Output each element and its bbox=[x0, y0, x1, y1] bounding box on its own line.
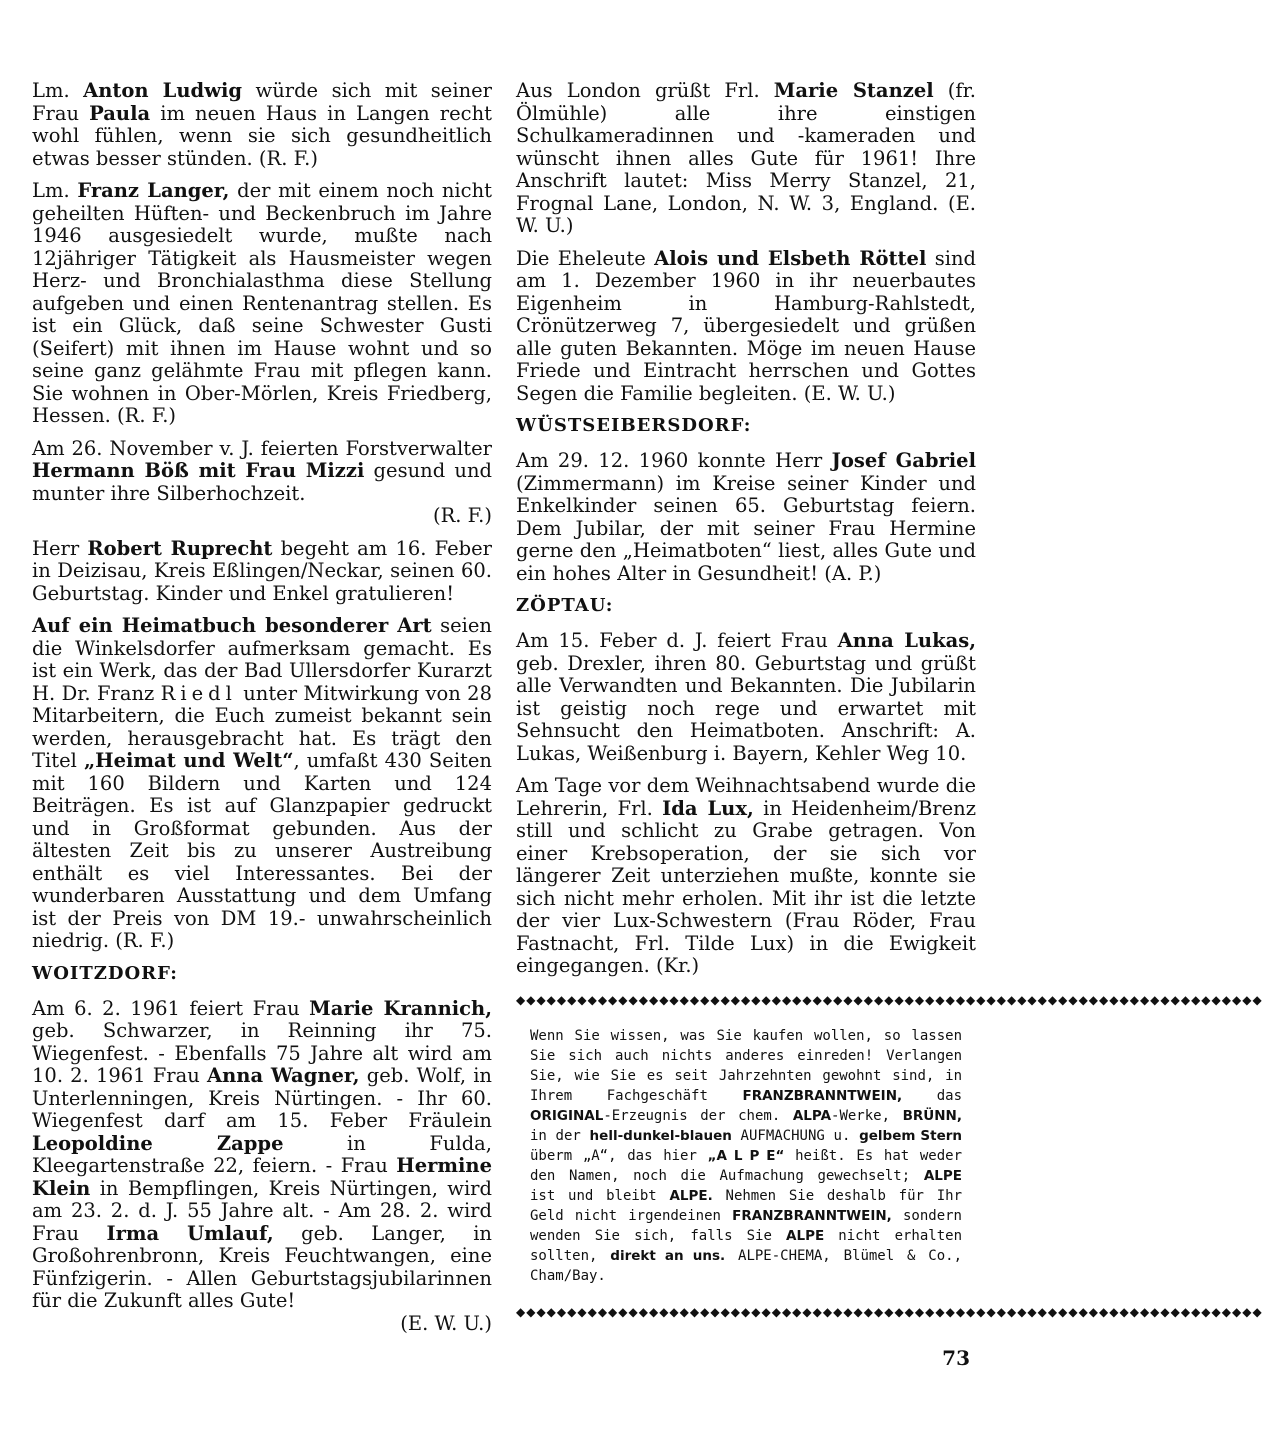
person-name: Hermann Böß mit Frau Mizzi bbox=[32, 459, 365, 482]
left-column bbox=[32, 80, 492, 1345]
heading-zoeptau: ZÖPTAU: bbox=[516, 595, 614, 616]
person-name: Anna Wagner, bbox=[206, 1064, 360, 1087]
person-name: Anton Ludwig bbox=[83, 79, 243, 102]
person-name: Marie Stanzel bbox=[773, 79, 934, 102]
person-name: Robert Ruprecht bbox=[87, 536, 273, 560]
person-name: Franz Langer, bbox=[77, 179, 230, 202]
heading-wuestseibersdorf: WÜSTSEIBERSDORF: bbox=[516, 415, 752, 436]
article-ludwig: Lm. Anton Ludwig würde sich mit seiner Frau Paula im neuen Haus in Langen recht wohl fühlen, wenn sie sich gesundheitlich etwas besser stünden. (R. F.) bbox=[32, 79, 492, 170]
article-lukas: Am 15. Feber d. J. feiert Frau Anna Lukas, geb. Drexler, ihren 80. Geburtstag und grüßt alle Verwandten und Bekannten. Die Jubilarin ist geistig noch rege und erwartet mit Sehnsucht den Heimatboten. Anschrift: A. Lukas, Weißenburg i. Bayern, Kehler Weg 10. bbox=[516, 629, 976, 765]
article-langer: Lm. Franz Langer, der mit einem noch nicht geheilten Hüften- und Beckenbruch im Jahre 1946 ausgesiedelt wurde, mußte nach 12jähriger Tätigkeit als Hausmeister wegen Herz- und Bronchialasthma diese Stellung aufgeben und einen Rentenantrag stellen. Es ist ein Glück, daß seine Schwester Gusti (Seifert) mit ihnen im Hause wohnt und so seine ganz gelähmte Frau mit pflegen kann. Sie wohnen in Ober-Mörlen, Kreis Friedberg, Hessen. (R. F.) bbox=[32, 179, 492, 427]
heading-woitzdorf: WOITZDORF: bbox=[32, 962, 178, 984]
person-name: Leopoldine Zappe bbox=[32, 1131, 284, 1155]
person-name: Ida Lux, bbox=[662, 796, 754, 820]
article-stanzel: Aus London grüßt Frl. Marie Stanzel (fr. Ölmühle) alle ihre einstigen Schulkameradinnen und -kameraden und wünscht ihnen alles Gute für 1961! Ihre Anschrift lautet: Miss Merry Stanzel, 21, Frognal Lane, London, N. W. 3, England. (E. W. U.) bbox=[516, 79, 976, 237]
spaced-name: Riedl bbox=[160, 681, 237, 705]
diamond-border-top: ◆◆◆◆◆◆◆◆◆◆◆◆◆◆◆◆◆◆◆◆◆◆◆◆◆◆◆◆◆◆◆◆◆◆◆◆◆◆◆◆◆◆◆◆◆◆◆◆◆◆◆◆◆◆◆◆◆◆◆◆◆◆◆◆◆◆◆◆◆◆◆◆◆ bbox=[516, 992, 1263, 1007]
person-name: Hermine Klein bbox=[32, 1154, 492, 1200]
article-boess: Am 26. November v. J. feierten Forstverwalter Hermann Böß mit Frau Mizzi gesund und munter ihre Silberhochzeit. (R. F.) bbox=[32, 436, 492, 527]
article-woitzdorf: Am 6. 2. 1961 feiert Frau Marie Krannich, geb. Schwarzer, in Reinning ihr 75. Wiegenfest. - Ebenfalls 75 Jahre alt wird am 10. 2. 1961 Frau Anna Wagner, geb. Wolf, in Unterlenningen, Kreis Nürtingen. - Ihr 60. Wiegenfest darf am 15. Feber Fräulein Leopoldine Zappe in Fulda, Kleegartenstraße 22, feiern. - Frau Hermine Klein in Bempflingen, Kreis Nürtingen, wird am 23. 2. d. J. 55 Jahre alt. - Am 28. 2. wird Frau Irma Umlauf, geb. Langer, in Großohrenbronn, Kreis Feuchtwangen, eine Fünfzigerin. - Allen Geburtstagsjubilarinnen für die Zukunft alles Gute! (E. W. U.) bbox=[32, 996, 492, 1335]
person-name: Irma Umlauf, bbox=[106, 1221, 274, 1245]
article-ruprecht: Herr Robert Ruprecht begeht am 16. Feber in Deizisau, Kreis Eßlingen/Neckar, seinen 60. Geburtstag. Kinder und Enkel gratulieren! bbox=[32, 536, 492, 605]
bold-lead: Auf ein Heimatbuch besonderer Art bbox=[32, 614, 432, 637]
article-heimatbuch: Auf ein Heimatbuch besonderer Art seien die Winkelsdorfer aufmerksam gemacht. Es ist ein Werk, das der Bad Ullersdorfer Kurarzt H. Dr. Franz Riedl unter Mitwirkung von 28 Mitarbeitern, die Euch zumeist bekannt sein werden, herausgebracht hat. Es trägt den Titel „Heimat und Welt“, umfaßt 430 Seiten mit 160 Bildern und Karten und 124 Beiträgen. Es ist auf Glanzpapier gedruckt und in Großformat gebunden. Aus der ältesten Zeit bis zu unserer Austreibung enthält es viel Interessantes. Bei der wunderbaren Ausstattung und dem Umfang ist der Preis von DM 19.- unwahrscheinlich niedrig. (R. F.) bbox=[32, 614, 492, 952]
person-name: Paula bbox=[89, 101, 151, 125]
article-roettel: Die Eheleute Alois und Elsbeth Röttel sind am 1. Dezember 1960 in ihr neuerbautes Eigenheim in Hamburg-Rahlstedt, Crönützerweg 7, übergesiedelt und grüßen alle guten Bekannten. Möge im neuen Hause Friede und Eintracht herrschen und Gottes Segen die Familie begleiten. (E. W. U.) bbox=[516, 246, 976, 405]
advertisement bbox=[516, 992, 1263, 1320]
book-title: „Heimat und Welt“ bbox=[83, 749, 294, 772]
person-name: Anna Lukas, bbox=[837, 629, 976, 652]
person-name: Josef Gabriel bbox=[831, 449, 976, 472]
page-number: 73 bbox=[942, 1346, 970, 1370]
right-column bbox=[516, 79, 1263, 1320]
signature: (E. W. U.) bbox=[400, 1311, 492, 1335]
person-name: Alois und Elsbeth Röttel bbox=[654, 246, 927, 270]
advertisement-text: Wenn Sie wissen, was Sie kaufen wollen, so lassen Sie sich auch nichts anderes einreden! Verlangen Sie, wie Sie es seit Jahrzehnten gewohnt sind, in Ihrem Fachgeschäft FRANZBRANNTWEIN, das ORIGINAL-Erzeugnis der chem. ALPA-Werke, BRÜNN, in der hell-dunkel-blauen AUFMACHUNG u. gelbem Stern überm „A“, das hier „A L P E“ heißt. Es hat weder den Namen, noch die Aufmachung gewechselt; ALPE ist und bleibt ALPE. Nehmen Sie deshalb für Ihr Geld nicht irgendeinen FRANZBRANNTWEIN, sondern wenden Sie sich, falls Sie ALPE nicht erhalten sollten, direkt an uns. ALPE-CHEMA, Blümel & Co., Cham/Bay. bbox=[530, 1027, 963, 1284]
article-gabriel: Am 29. 12. 1960 konnte Herr Josef Gabriel (Zimmermann) im Kreise seiner Kinder und Enkelkinder seinen 65. Geburtstag feiern. Dem Jubilar, der mit seiner Frau Hermine gerne den „Heimatboten“ liest, alles Gute und ein hohes Alter in Gesundheit! (A. P.) bbox=[516, 449, 976, 585]
signature: (R. F.) bbox=[433, 504, 492, 527]
diamond-border-bottom: ◆◆◆◆◆◆◆◆◆◆◆◆◆◆◆◆◆◆◆◆◆◆◆◆◆◆◆◆◆◆◆◆◆◆◆◆◆◆◆◆◆◆◆◆◆◆◆◆◆◆◆◆◆◆◆◆◆◆◆◆◆◆◆◆◆◆◆◆◆◆◆◆◆ bbox=[516, 1304, 1263, 1319]
article-lux: Am Tage vor dem Weihnachtsabend wurde die Lehrerin, Frl. Ida Lux, in Heidenheim/Brenz still und schlicht zu Grabe getragen. Von einer Krebsoperation, der sie sich vor längerer Zeit unterziehen mußte, konnte sie sich nicht mehr erholen. Mit ihr ist die letzte der vier Lux-Schwestern (Frau Röder, Frau Fastnacht, Frl. Tilde Lux) in die Ewigkeit eingegangen. (Kr.) bbox=[516, 774, 976, 977]
person-name: Marie Krannich, bbox=[309, 996, 492, 1020]
